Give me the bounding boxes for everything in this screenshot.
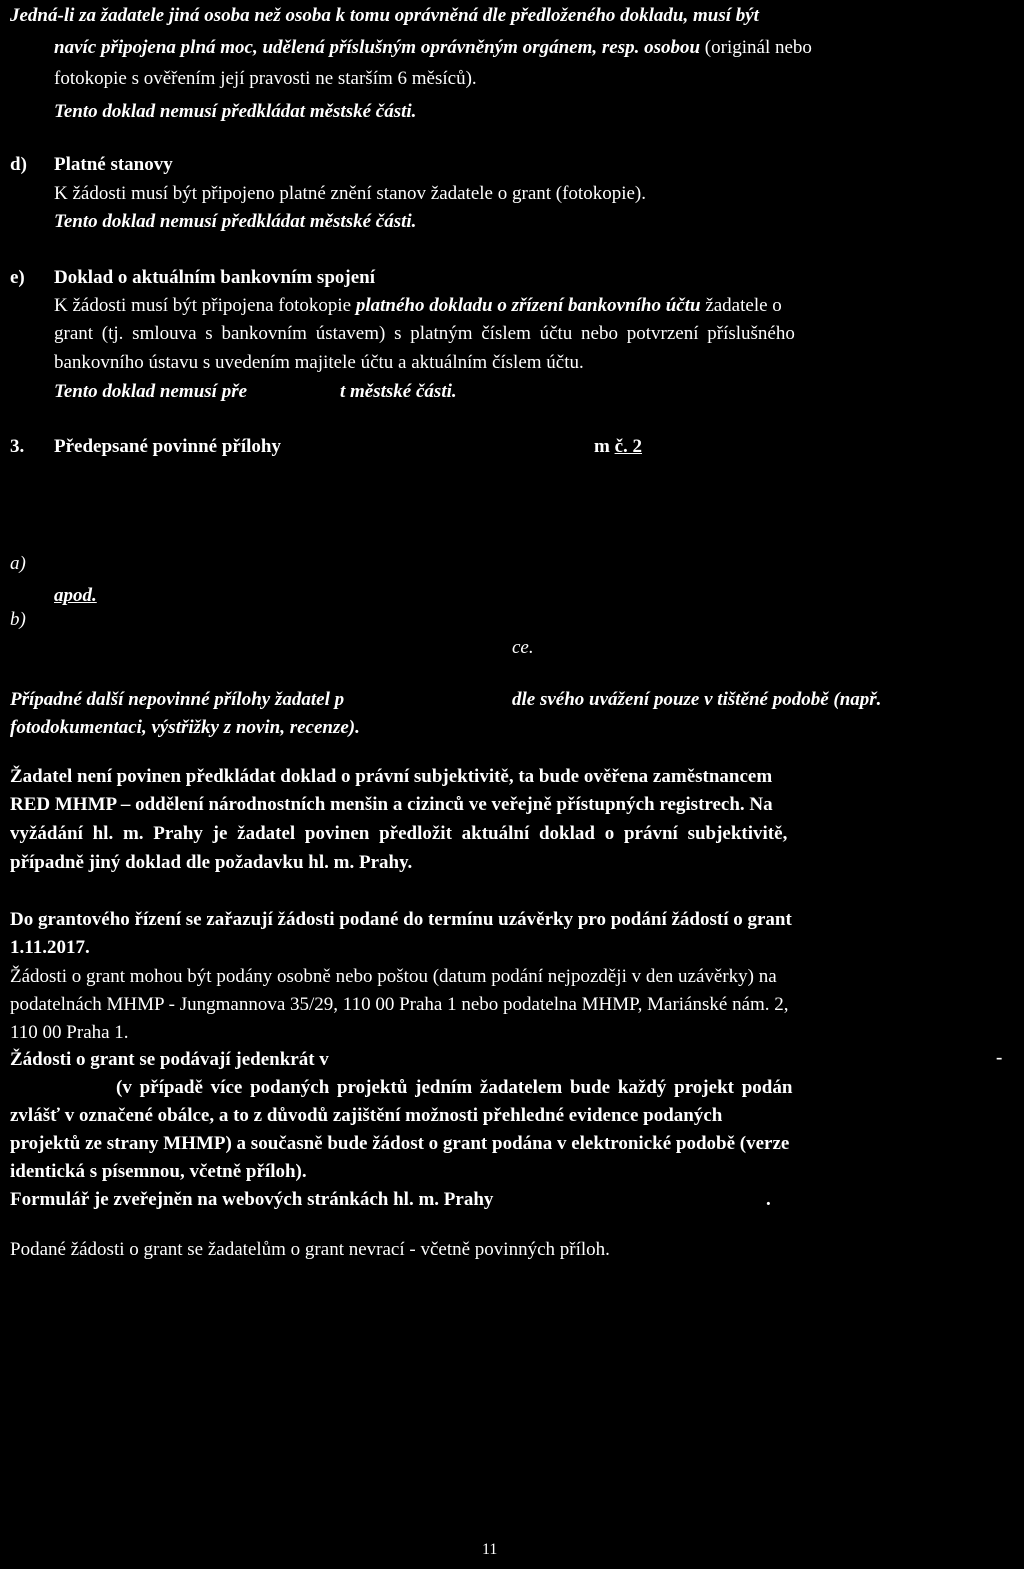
legal-line-1: Žadatel není povinen předkládat doklad o právní subjektivitě, ta bude ověřena zaměstnancem xyxy=(10,766,773,787)
intro-line-1: Jedná-li za žadatele jiná osoba než osoba k tomu oprávněná dle předloženého dokladu, musí být xyxy=(10,5,759,26)
item-e-note-part-1: Tento doklad nemusí pře xyxy=(54,381,248,402)
page-number: 11 xyxy=(482,1541,498,1558)
sub-item-b-ce: ce. xyxy=(512,637,534,658)
sub-item-b-marker: b) xyxy=(10,609,26,630)
deadline-line-6: Žádosti o grant se podávají jedenkrát v xyxy=(10,1049,329,1070)
section-3-heading: Předepsané povinné přílohy xyxy=(54,436,281,457)
item-e-line-1: K žádosti musí být připojena fotokopie platného dokladu o zřízení bankovního účtu žadatele o xyxy=(54,295,782,316)
item-d-note: Tento doklad nemusí předkládat městské části. xyxy=(54,211,417,232)
deadline-line-9: projektů ze strany MHMP) a současně bude žádost o grant podána v elektronické podobě (verze xyxy=(10,1133,790,1154)
deadline-line-8: zvlášť v označené obálce, a to z důvodů zajištění možnosti přehledné evidence podaných xyxy=(10,1105,723,1126)
optional-line-1a: Případné další nepovinné přílohy žadatel p xyxy=(10,689,345,710)
sub-item-a-marker: a) xyxy=(10,553,26,574)
deadline-line-10: identická s písemnou, včetně příloh). xyxy=(10,1161,307,1182)
item-e-marker: e) xyxy=(10,267,25,288)
sub-item-a-apod: apod. xyxy=(54,585,97,606)
deadline-line-11-dot: . xyxy=(766,1189,771,1210)
optional-line-1b: dle svého uvážení pouze v tištěné podobě (např. xyxy=(512,689,882,710)
item-d-marker: d) xyxy=(10,154,27,175)
intro-line-2: navíc připojena plná moc, udělená příslušným oprávněným orgánem, resp. osobou (originál nebo xyxy=(54,37,812,58)
section-3-number: 3. xyxy=(10,436,25,457)
item-e-line-3: bankovního ústavu s uvedením majitele účtu a aktuálním číslem účtu. xyxy=(54,352,584,373)
deadline-line-1: Do grantového řízení se zařazují žádosti podané do termínu uzávěrky pro podání žádostí o grant xyxy=(10,909,792,930)
closing-statement: Podané žádosti o grant se žadatelům o grant nevrací - včetně povinných příloh. xyxy=(10,1239,610,1260)
legal-line-3: vyžádání hl. m. Prahy je žadatel povinen předložit aktuální doklad o právní subjektivitě, xyxy=(10,823,788,844)
deadline-line-5: 110 00 Praha 1. xyxy=(10,1022,129,1043)
deadline-line-3: Žádosti o grant mohou být podány osobně nebo poštou (datum podání nejpozději v den uzávěrky) na xyxy=(10,966,777,987)
deadline-line-7: (v případě více podaných projektů jedním žadatelem bude každý projekt podán xyxy=(116,1077,793,1098)
item-e-heading: Doklad o aktuálním bankovním spojení xyxy=(54,267,375,288)
intro-note: Tento doklad nemusí předkládat městské části. xyxy=(54,101,417,122)
item-d-text: K žádosti musí být připojeno platné znění stanov žadatele o grant (fotokopie). xyxy=(54,183,646,204)
item-e-note-part-2: t městské části. xyxy=(340,381,457,402)
deadline-line-6-dash: - xyxy=(996,1047,1003,1068)
optional-line-2: fotodokumentaci, výstřižky z novin, recenze). xyxy=(10,717,360,738)
item-d-heading: Platné stanovy xyxy=(54,154,173,175)
deadline-line-11: Formulář je zveřejněn na webových stránkách hl. m. Prahy xyxy=(10,1189,494,1210)
legal-line-2: RED MHMP – oddělení národnostních menšin a cizinců ve veřejně přístupných registrech. Na xyxy=(10,794,773,815)
deadline-line-4: podatelnách MHMP - Jungmannova 35/29, 110 00 Praha 1 nebo podatelna MHMP, Mariánské nám. 2, xyxy=(10,994,789,1015)
section-3-reference: m č. 2 xyxy=(594,436,643,457)
deadline-line-2: 1.11.2017. xyxy=(10,937,90,958)
legal-line-4: případně jiný doklad dle požadavku hl. m. Prahy. xyxy=(10,852,413,873)
intro-line-3: fotokopie s ověřením její pravosti ne starším 6 měsíců). xyxy=(54,68,477,89)
item-e-line-2: grant (tj. smlouva s bankovním ústavem) s platným číslem účtu nebo potvrzení příslušného xyxy=(54,323,795,344)
